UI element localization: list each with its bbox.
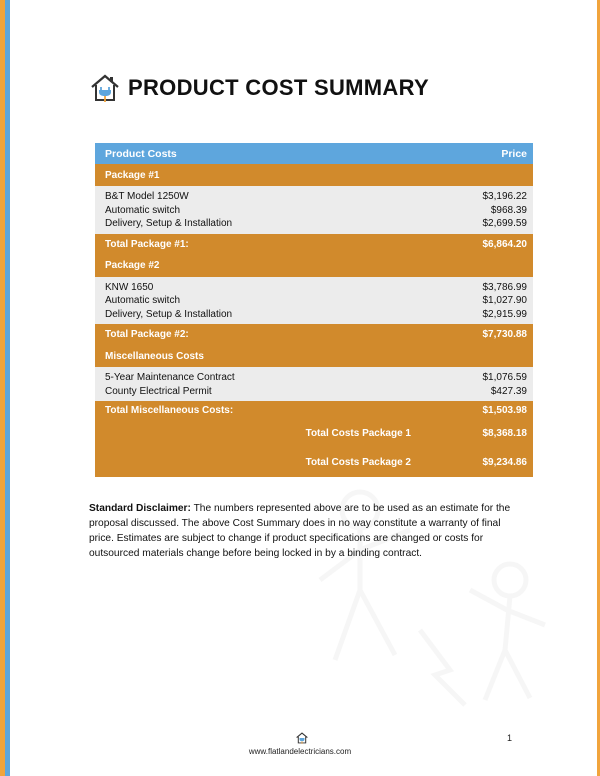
misc-total-row: [95, 401, 533, 420]
table-header: [95, 143, 533, 164]
package-2-total-row: [95, 324, 533, 345]
package-1-total-value: $6,864.20: [482, 238, 527, 250]
line-item: [105, 204, 527, 218]
misc-total-value: $1,503.98: [482, 405, 527, 416]
header-product-costs: Product Costs: [105, 147, 177, 160]
package-2-items: [95, 277, 533, 325]
grand-total-value: $9,234.86: [482, 456, 527, 468]
grand-total-label: Total Costs Package 1: [305, 428, 411, 439]
page-number: 1: [507, 733, 513, 743]
grand-total-label: Total Costs Package 2: [305, 456, 411, 468]
item-price: $2,699.59: [482, 218, 527, 230]
item-name: County Electrical Permit: [105, 385, 212, 397]
item-name: B&T Model 1250W: [105, 191, 189, 203]
footer-website: www.flatlandelectricians.com: [248, 747, 352, 756]
house-plug-icon: [295, 731, 309, 745]
title-row: [88, 68, 429, 108]
package-2-title: Package #2: [105, 260, 160, 271]
line-item: [105, 385, 527, 399]
item-name: 5-Year Maintenance Contract: [105, 372, 235, 384]
disclaimer-lead: Standard Disclaimer:: [89, 503, 191, 514]
misc-items: [95, 367, 533, 401]
line-item: [105, 294, 527, 308]
item-name: Automatic switch: [105, 204, 181, 216]
item-name: Delivery, Setup & Installation: [105, 218, 233, 230]
line-item: [105, 308, 527, 322]
package-1-title-row: [95, 164, 533, 186]
grand-total-row: [95, 420, 533, 447]
item-name: Automatic switch: [105, 295, 181, 307]
item-price: $2,915.99: [482, 308, 527, 320]
line-item: [105, 217, 527, 231]
left-edge-blue-stripe: [5, 0, 10, 776]
package-2-total-label: Total Package #2:: [105, 329, 189, 340]
standard-disclaimer: [89, 501, 519, 561]
house-plug-icon: [88, 71, 122, 105]
grand-total-value: $8,368.18: [482, 428, 527, 439]
header-price: Price: [501, 147, 527, 160]
line-item: [105, 281, 527, 295]
cost-summary-table: [95, 143, 533, 477]
disclaimer-text: The numbers represented above are to be used as an estimate for the proposal discussed. The above Cost Summary does in no way constitute a warranty of final price. Estimates are subject to change if product specifications are changed or costs for outsourced materials change before being locked in by a binding contract.: [89, 503, 511, 559]
item-price: $3,196.22: [482, 191, 527, 203]
line-item: [105, 371, 527, 385]
line-item: [105, 190, 527, 204]
misc-title-row: [95, 345, 533, 367]
item-name: KNW 1650: [105, 281, 154, 293]
item-price: $427.39: [490, 385, 527, 397]
package-1-total-label: Total Package #1:: [105, 238, 189, 250]
item-price: $1,027.90: [482, 295, 527, 307]
item-price: $968.39: [490, 204, 527, 216]
package-2-total-value: $7,730.88: [482, 329, 527, 340]
item-price: $3,786.99: [482, 281, 527, 293]
misc-total-label: Total Miscellaneous Costs:: [105, 405, 234, 416]
package-1-total-row: [95, 234, 533, 255]
grand-total-row: [95, 447, 533, 477]
package-2-title-row: [95, 255, 533, 277]
item-name: Delivery, Setup & Installation: [105, 308, 233, 320]
page-title: PRODUCT COST SUMMARY: [128, 75, 429, 100]
misc-title: Miscellaneous Costs: [105, 350, 204, 362]
package-1-title: Package #1: [105, 169, 160, 181]
package-1-items: [95, 186, 533, 234]
item-price: $1,076.59: [482, 372, 527, 384]
